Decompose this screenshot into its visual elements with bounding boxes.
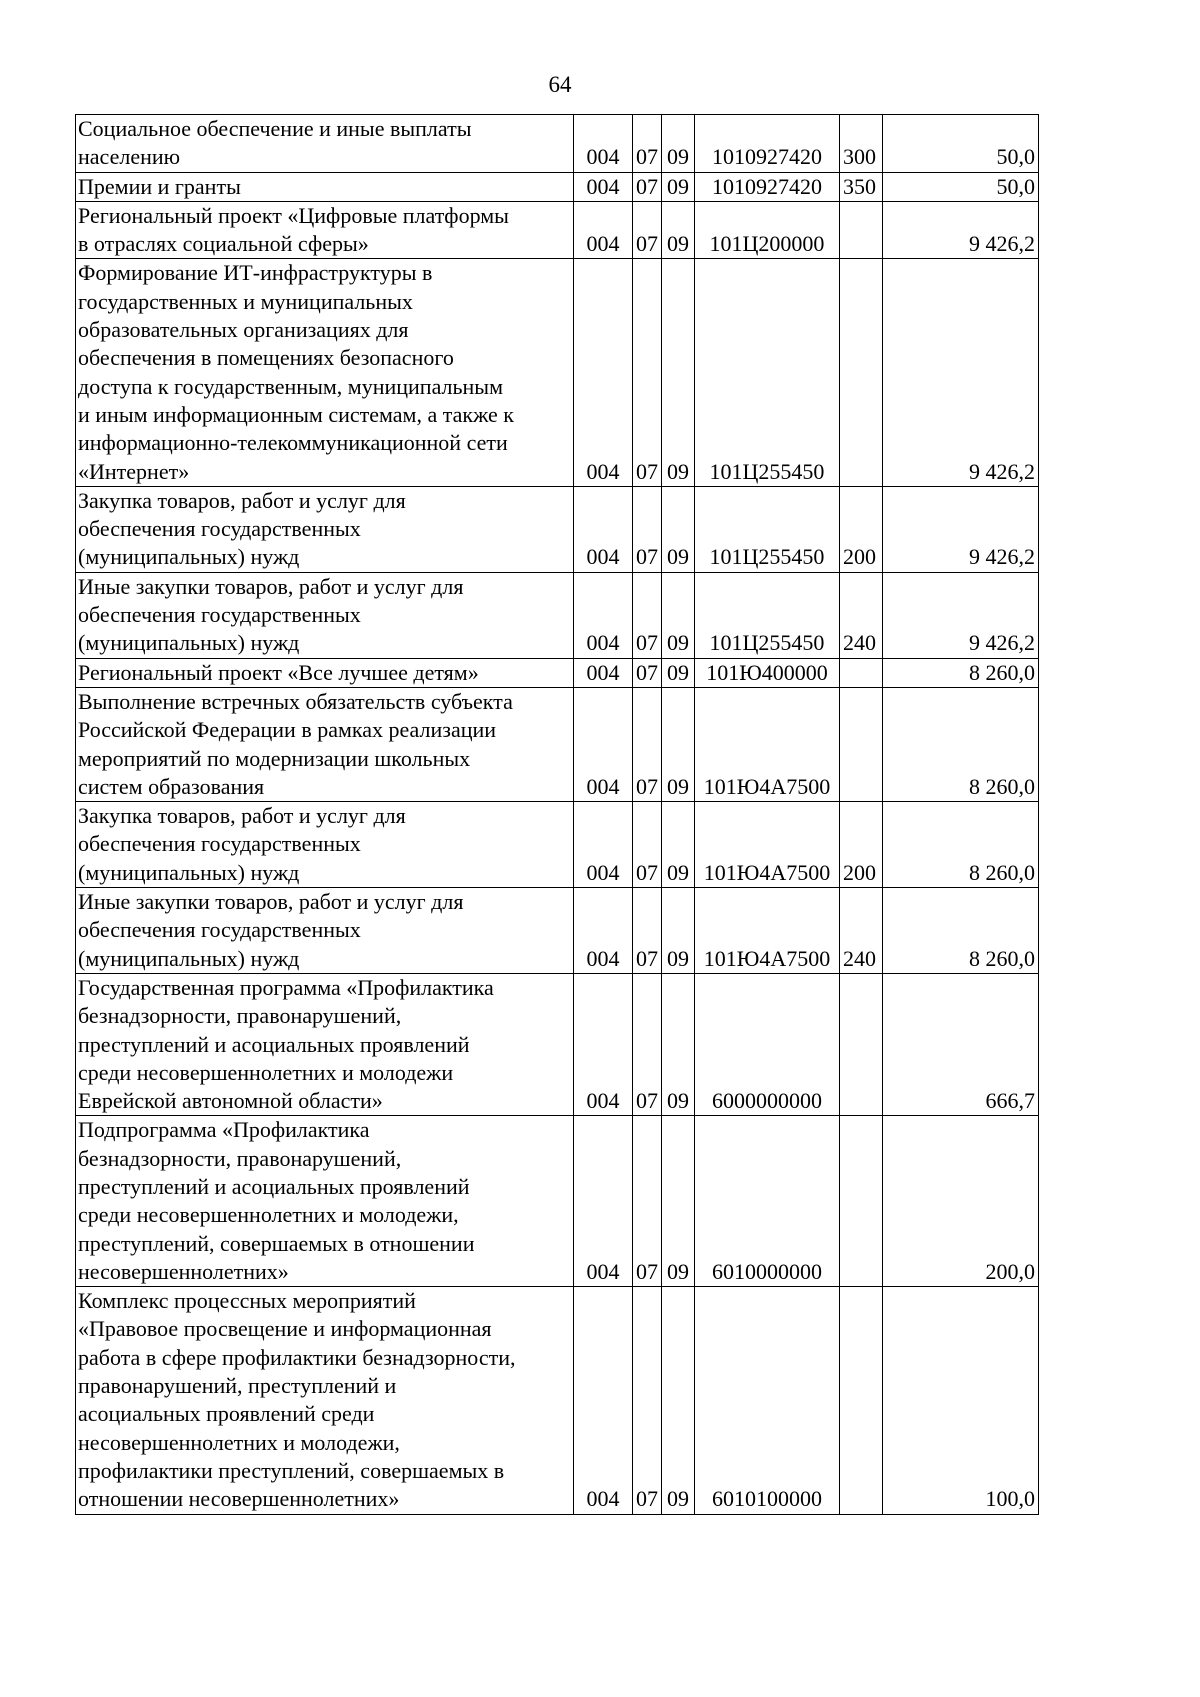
row-name-line: асоциальных проявлений среди <box>78 1401 375 1427</box>
amount: 50,0 <box>883 172 1039 201</box>
budget-table <box>75 114 1039 1515</box>
target-article-code: 6010000000 <box>695 1116 840 1287</box>
row-name-line: Закупка товаров, работ и услуг для <box>78 803 406 829</box>
razdel-code: 07 <box>633 201 662 259</box>
row-name-line: Иные закупки товаров, работ и услуг для <box>78 889 464 915</box>
vedomstvo-code: 004 <box>574 687 633 801</box>
target-article-code: 101Ю4А7500 <box>695 888 840 974</box>
expense-type-code: 200 <box>840 486 883 572</box>
row-name-line: обеспечения государственных <box>78 831 361 857</box>
target-article-code: 6000000000 <box>695 973 840 1115</box>
expense-type-code: 300 <box>840 115 883 173</box>
row-name-line: безнадзорности, правонарушений, <box>78 1003 402 1029</box>
table-row <box>76 888 1039 974</box>
target-article-code: 6010100000 <box>695 1287 840 1514</box>
row-name-line: несовершеннолетних» <box>78 1258 289 1284</box>
podrazdel-code: 09 <box>662 687 695 801</box>
row-name <box>76 1287 574 1514</box>
razdel-code: 07 <box>633 1116 662 1287</box>
vedomstvo-code: 004 <box>574 1116 633 1287</box>
row-name-line: Премии и гранты <box>78 173 241 199</box>
table-row <box>76 1287 1039 1514</box>
row-name-line: систем образования <box>78 773 265 799</box>
row-name-line: преступлений и асоциальных проявлений <box>78 1031 470 1057</box>
podrazdel-code: 09 <box>662 1116 695 1287</box>
razdel-code: 07 <box>633 973 662 1115</box>
expense-type-code <box>840 201 883 259</box>
row-name-line: среди несовершеннолетних и молодежи <box>78 1059 454 1085</box>
vedomstvo-code: 004 <box>574 802 633 888</box>
vedomstvo-code: 004 <box>574 973 633 1115</box>
amount: 9 426,2 <box>883 572 1039 658</box>
target-article-code: 1010927420 <box>695 115 840 173</box>
podrazdel-code: 09 <box>662 973 695 1115</box>
row-name-line: (муниципальных) нужд <box>78 859 300 885</box>
vedomstvo-code: 004 <box>574 888 633 974</box>
table-row <box>76 259 1039 486</box>
row-name-line: и иным информационным системам, а также к <box>78 401 514 427</box>
row-name <box>76 973 574 1115</box>
vedomstvo-code: 004 <box>574 115 633 173</box>
row-name-line: Подпрограмма «Профилактика <box>78 1117 370 1143</box>
razdel-code: 07 <box>633 259 662 486</box>
podrazdel-code: 09 <box>662 888 695 974</box>
row-name-line: работа в сфере профилактики безнадзорности, <box>78 1344 516 1370</box>
table-row <box>76 572 1039 658</box>
target-article-code: 101Ю4А7500 <box>695 687 840 801</box>
row-name-line: преступлений и асоциальных проявлений <box>78 1173 470 1199</box>
row-name <box>76 259 574 486</box>
table-row <box>76 172 1039 201</box>
podrazdel-code: 09 <box>662 572 695 658</box>
row-name-line: (муниципальных) нужд <box>78 945 300 971</box>
vedomstvo-code: 004 <box>574 201 633 259</box>
row-name <box>76 486 574 572</box>
expense-type-code: 240 <box>840 888 883 974</box>
razdel-code: 07 <box>633 172 662 201</box>
razdel-code: 07 <box>633 888 662 974</box>
table-row <box>76 802 1039 888</box>
amount: 9 426,2 <box>883 259 1039 486</box>
amount: 50,0 <box>883 115 1039 173</box>
row-name <box>76 201 574 259</box>
table-row <box>76 973 1039 1115</box>
amount: 666,7 <box>883 973 1039 1115</box>
target-article-code: 101Ю4А7500 <box>695 802 840 888</box>
table-row <box>76 115 1039 173</box>
amount: 8 260,0 <box>883 888 1039 974</box>
vedomstvo-code: 004 <box>574 486 633 572</box>
expense-type-code <box>840 1287 883 1514</box>
row-name-line: в отраслях социальной сферы» <box>78 231 369 257</box>
row-name <box>76 115 574 173</box>
razdel-code: 07 <box>633 115 662 173</box>
row-name-line: правонарушений, преступлений и <box>78 1373 397 1399</box>
amount: 8 260,0 <box>883 802 1039 888</box>
row-name-line: Закупка товаров, работ и услуг для <box>78 487 406 513</box>
row-name-line: Региональный проект «Цифровые платформы <box>78 202 509 228</box>
row-name-line: мероприятий по модернизации школьных <box>78 745 471 771</box>
row-name-line: Государственная программа «Профилактика <box>78 974 494 1000</box>
amount: 8 260,0 <box>883 658 1039 687</box>
row-name-line: Комплекс процессных мероприятий <box>78 1288 416 1314</box>
amount: 8 260,0 <box>883 687 1039 801</box>
row-name-line: (муниципальных) нужд <box>78 544 300 570</box>
row-name <box>76 687 574 801</box>
podrazdel-code: 09 <box>662 658 695 687</box>
target-article-code: 101Ц255450 <box>695 572 840 658</box>
vedomstvo-code: 004 <box>574 259 633 486</box>
target-article-code: 101Ц200000 <box>695 201 840 259</box>
row-name <box>76 802 574 888</box>
amount: 100,0 <box>883 1287 1039 1514</box>
expense-type-code: 240 <box>840 572 883 658</box>
page-number: 64 <box>548 72 572 97</box>
podrazdel-code: 09 <box>662 1287 695 1514</box>
table-row <box>76 687 1039 801</box>
vedomstvo-code: 004 <box>574 572 633 658</box>
vedomstvo-code: 004 <box>574 658 633 687</box>
table-row <box>76 201 1039 259</box>
expense-type-code <box>840 658 883 687</box>
table-row <box>76 658 1039 687</box>
row-name-line: «Интернет» <box>78 458 190 484</box>
row-name-line: Выполнение встречных обязательств субъекта <box>78 688 513 714</box>
expense-type-code <box>840 973 883 1115</box>
expense-type-code <box>840 687 883 801</box>
row-name-line: доступа к государственным, муниципальным <box>78 373 504 399</box>
vedomstvo-code: 004 <box>574 1287 633 1514</box>
row-name-line: обеспечения государственных <box>78 516 361 542</box>
row-name-line: населению <box>78 144 181 170</box>
expense-type-code: 350 <box>840 172 883 201</box>
podrazdel-code: 09 <box>662 201 695 259</box>
row-name-line: отношении несовершеннолетних» <box>78 1486 400 1512</box>
row-name-line: Иные закупки товаров, работ и услуг для <box>78 573 464 599</box>
row-name-line: обеспечения государственных <box>78 602 361 628</box>
razdel-code: 07 <box>633 687 662 801</box>
row-name <box>76 572 574 658</box>
row-name-line: информационно-телекоммуникационной сети <box>78 430 508 456</box>
vedomstvo-code: 004 <box>574 172 633 201</box>
target-article-code: 1010927420 <box>695 172 840 201</box>
row-name <box>76 1116 574 1287</box>
row-name-line: среди несовершеннолетних и молодежи, <box>78 1202 459 1228</box>
row-name-line: обеспечения в помещениях безопасного <box>78 345 454 371</box>
row-name-line: Российской Федерации в рамках реализации <box>78 717 497 743</box>
row-name-line: обеспечения государственных <box>78 917 361 943</box>
table-row <box>76 486 1039 572</box>
row-name-line: государственных и муниципальных <box>78 288 413 314</box>
row-name-line: Региональный проект «Все лучшее детям» <box>78 659 479 685</box>
amount: 9 426,2 <box>883 486 1039 572</box>
razdel-code: 07 <box>633 658 662 687</box>
row-name-line: профилактики преступлений, совершаемых в <box>78 1457 505 1483</box>
row-name-line: образовательных организациях для <box>78 317 409 343</box>
row-name-line: Еврейской автономной области» <box>78 1088 383 1114</box>
amount: 200,0 <box>883 1116 1039 1287</box>
razdel-code: 07 <box>633 486 662 572</box>
podrazdel-code: 09 <box>662 802 695 888</box>
expense-type-code: 200 <box>840 802 883 888</box>
target-article-code: 101Ц255450 <box>695 486 840 572</box>
table-row <box>76 1116 1039 1287</box>
podrazdel-code: 09 <box>662 115 695 173</box>
razdel-code: 07 <box>633 802 662 888</box>
row-name <box>76 658 574 687</box>
podrazdel-code: 09 <box>662 172 695 201</box>
row-name-line: безнадзорности, правонарушений, <box>78 1145 402 1171</box>
expense-type-code <box>840 1116 883 1287</box>
podrazdel-code: 09 <box>662 259 695 486</box>
target-article-code: 101Ц255450 <box>695 259 840 486</box>
target-article-code: 101Ю400000 <box>695 658 840 687</box>
row-name-line: (муниципальных) нужд <box>78 630 300 656</box>
row-name-line: Социальное обеспечение и иные выплаты <box>78 116 472 141</box>
row-name-line: преступлений, совершаемых в отношении <box>78 1230 475 1256</box>
row-name <box>76 888 574 974</box>
row-name-line: «Правовое просвещение и информационная <box>78 1316 492 1342</box>
expense-type-code <box>840 259 883 486</box>
amount: 9 426,2 <box>883 201 1039 259</box>
row-name <box>76 172 574 201</box>
razdel-code: 07 <box>633 572 662 658</box>
podrazdel-code: 09 <box>662 486 695 572</box>
row-name-line: несовершеннолетних и молодежи, <box>78 1429 400 1455</box>
razdel-code: 07 <box>633 1287 662 1514</box>
row-name-line: Формирование ИТ-инфраструктуры в <box>78 260 433 286</box>
